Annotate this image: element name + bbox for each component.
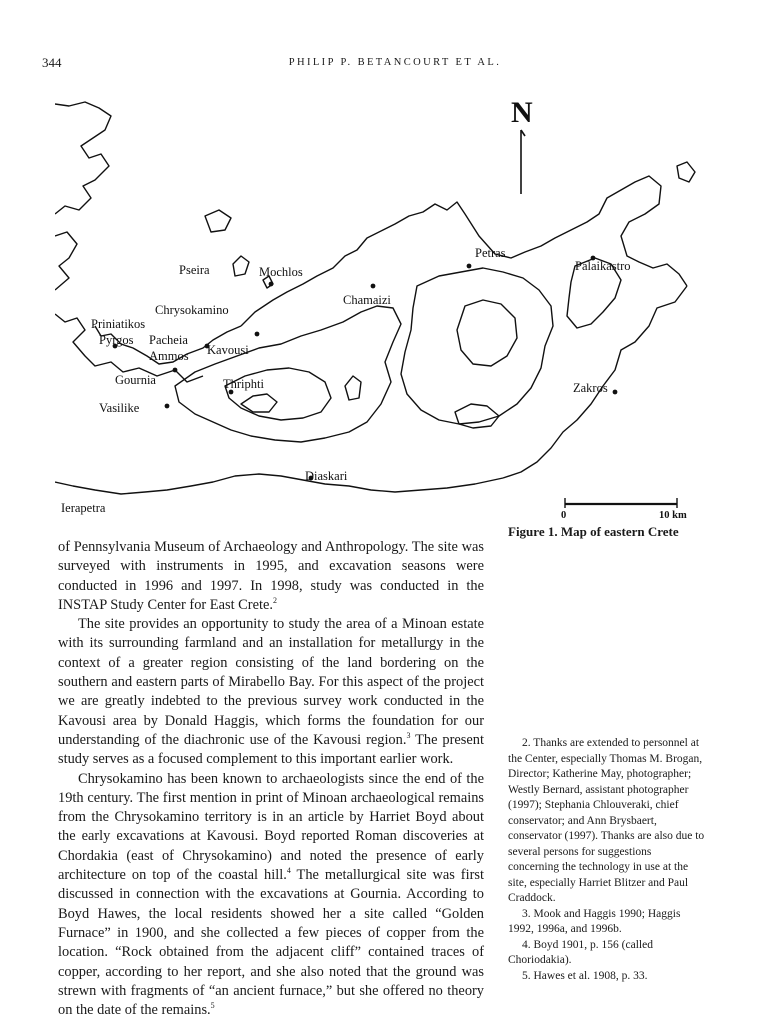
label-palaikastro: Palaikastro xyxy=(575,259,631,273)
label-diaskari: Diaskari xyxy=(305,469,348,483)
scale-bar xyxy=(565,498,677,508)
coastline-west xyxy=(55,102,111,214)
north-arrow-letter: N xyxy=(511,96,533,129)
scale-end: 10 km xyxy=(659,510,687,521)
map-of-eastern-crete xyxy=(55,86,715,526)
footnotes xyxy=(508,736,705,984)
island-pseira xyxy=(233,256,249,276)
coastline-west-2 xyxy=(55,232,77,290)
label-mochlos: Mochlos xyxy=(259,265,303,279)
label-thriphti: Thriphti xyxy=(223,377,264,391)
label-priniatikos: Priniatikos xyxy=(91,317,146,331)
coastline-north xyxy=(241,176,687,326)
paragraph-3: Chrysokamino has been known to archaeologists since the end of the 19th century. The first mention in print of Minoan archaeological remains from the Chrysokamino territory is in an article by Harriet Boyd about the early excavations at Kavousi. Boyd reported Roman discoveries at Chordakia (east of Chrysokamino) and noted the presence of early architecture on top of the coastal hill.$^4$ The metallurgical site was first discussed in connection with the excavations at Gournia. According to Boyd Hawes, the local residents showed her a site called “Golden Furnace” in 1900, and she collected a few pieces of copper from the location. “Rock obtained from the adjacent cliff” contained traces of copper, according to her report, and she also noted that the ground was strewn with fragments of “an ancient furnace,” but she offered no theory on the date of the remains.$^5$ xyxy=(58,770,484,1019)
paragraph-2: The site provides an opportunity to study the area of a Minoan estate with its surrounding farmland and an installation for metallurgy in the context of a greater region consisting of the land bordering on the southern and eastern parts of Mirabello Bay. For this aspect of the project we are greatly indebted to the previous survey work conducted in the Kavousi area by Donald Haggis, which forms the foundation for our understanding of the diachronic use of the Kavousi region.$^3$ The present study serves as a focused complement to this important earlier work. xyxy=(58,616,484,768)
label-chamaizi: Chamaizi xyxy=(343,293,391,307)
label-ammos: Ammos xyxy=(149,349,189,363)
label-petras: Petras xyxy=(475,246,506,260)
label-pseira: Pseira xyxy=(179,263,210,277)
label-zakros: Zakros xyxy=(573,381,608,395)
scale-start: 0 xyxy=(561,510,567,521)
main-body-text xyxy=(58,538,484,1020)
paragraph-1: of Pennsylvania Museum of Archaeology and Anthropology. The site was surveyed with instruments in 1995, and excavation seasons were conducted in 1996 and 1997. In 1998, study was conducted in the INSTAP Study Center for East Crete.$^2$ xyxy=(58,539,484,613)
label-gournia: Gournia xyxy=(115,373,156,387)
contour-4 xyxy=(401,268,553,424)
footnote-2: 2. Thanks are extended to personnel at the Center, especially Thomas M. Brogan, Director; Katherine May, photographer; Westly Bernard, assistant photographer (1997); Stephania Chlouveraki, chief conservator; and Ann Brysbaert, conservator (1997). Thanks are also due to several persons for suggestions concerning the technology in use at the site, especially Harriet Blitzer and Paul Craddock. xyxy=(508,737,705,904)
label-chrysokamino: Chrysokamino xyxy=(155,303,229,317)
running-head: PHILIP P. BETANCOURT ET AL. xyxy=(288,57,502,68)
label-vasilike: Vasilike xyxy=(99,401,140,415)
contour-5 xyxy=(457,300,517,366)
figure-caption: Figure 1. Map of eastern Crete xyxy=(508,524,679,539)
contour-1 xyxy=(175,306,401,442)
label-kavousi: Kavousi xyxy=(207,343,249,357)
contour-2 xyxy=(225,368,331,420)
label-pacheia: Pacheia xyxy=(149,333,188,347)
contour-3 xyxy=(241,394,277,412)
footnote-4: 4. Boyd 1901, p. 156 (called Choriodakia). xyxy=(508,938,653,966)
footnote-3: 3. Mook and Haggis 1990; Haggis 1992, 1996a, and 1996b. xyxy=(508,907,681,935)
coastline-south xyxy=(55,474,503,494)
contour-8 xyxy=(345,376,361,400)
island-northeast xyxy=(677,162,695,182)
label-pyrgos: Pyrgos xyxy=(99,333,134,347)
contour-9 xyxy=(205,210,231,232)
label-ierapetra: Ierapetra xyxy=(61,501,106,515)
footnote-5: 5. Hawes et al. 1908, p. 33. xyxy=(522,969,648,982)
page-number: 344 xyxy=(42,55,62,70)
contour-6 xyxy=(455,404,499,428)
